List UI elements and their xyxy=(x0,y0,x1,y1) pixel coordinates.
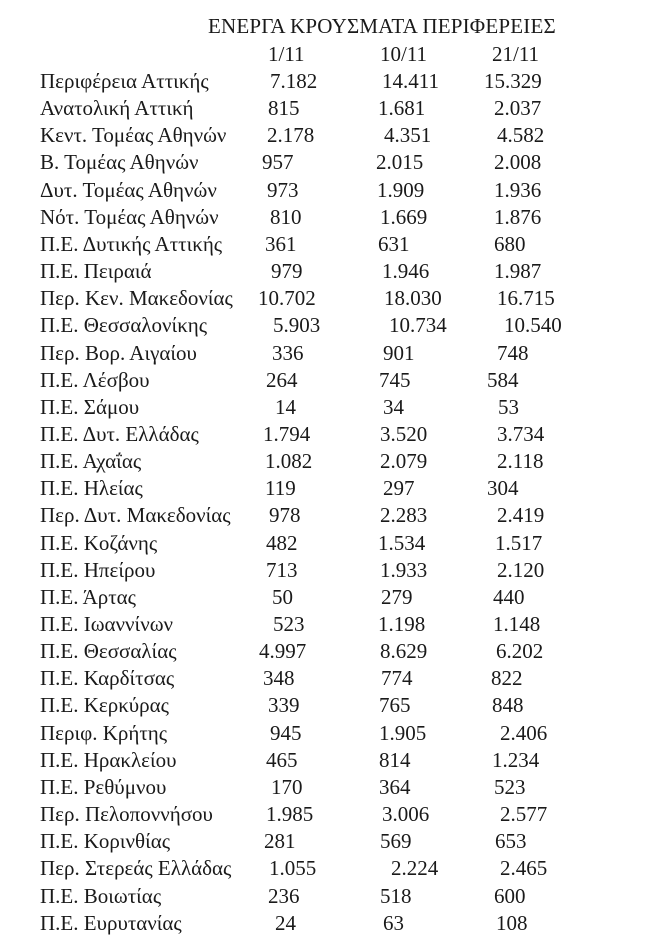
case-count-1: 1.055 xyxy=(269,856,317,881)
region-name: Π.Ε. Πειραιά xyxy=(40,259,152,284)
case-count-1: 264 xyxy=(266,367,298,392)
case-count-3: 440 xyxy=(493,584,525,609)
case-count-3: 15.329 xyxy=(484,69,542,93)
case-count-2: 1.534 xyxy=(378,530,426,555)
case-count-2: 279 xyxy=(381,584,413,609)
case-count-1: 482 xyxy=(266,530,298,555)
region-name: Κεντ. Τομέας Αθηνών xyxy=(40,123,227,148)
case-count-3: 1.148 xyxy=(493,612,541,636)
region-name: Περιφέρεια Αττικής xyxy=(40,69,209,93)
case-count-1: 978 xyxy=(269,503,301,528)
column-header-date-1: 1/11 xyxy=(268,42,305,66)
region-name: Π.Ε. Ιωαννίνων xyxy=(40,612,174,636)
case-count-1: 281 xyxy=(264,829,296,854)
region-name: Π.Ε. Δυτικής Αττικής xyxy=(40,231,223,256)
case-count-2: 569 xyxy=(380,829,412,854)
case-count-2: 3.520 xyxy=(380,421,428,446)
region-name: Π.Ε. Αχαΐας xyxy=(40,449,142,474)
region-name: Νότ. Τομέας Αθηνών xyxy=(40,204,219,229)
region-name: Π.Ε. Κορινθίας xyxy=(40,829,171,854)
case-count-3: 2.406 xyxy=(500,720,548,745)
case-count-2: 631 xyxy=(378,231,410,256)
case-count-2: 774 xyxy=(381,666,413,691)
case-count-1: 1.082 xyxy=(265,449,313,474)
case-count-3: 4.582 xyxy=(497,123,545,148)
case-count-2: 10.734 xyxy=(389,313,447,338)
table-row xyxy=(0,801,650,828)
table-row xyxy=(0,530,650,557)
case-count-2: 2.283 xyxy=(380,503,428,528)
case-count-1: 523 xyxy=(273,612,305,636)
case-count-2: 1.198 xyxy=(378,612,426,636)
case-count-2: 364 xyxy=(379,774,411,799)
region-name: Π.Ε. Ηλείας xyxy=(40,476,143,501)
case-count-1: 170 xyxy=(271,774,303,799)
column-header-date-2: 10/11 xyxy=(380,42,428,66)
case-count-2: 1.905 xyxy=(379,720,427,745)
table-row xyxy=(0,312,650,339)
case-count-1: 957 xyxy=(262,150,294,175)
region-name: Π.Ε. Ρεθύμνου xyxy=(40,774,167,799)
case-count-1: 815 xyxy=(268,96,300,121)
case-count-2: 3.006 xyxy=(382,802,430,827)
region-name: Περ. Στερεάς Ελλάδας xyxy=(40,856,232,881)
region-name: Περ. Βορ. Αιγαίου xyxy=(40,340,197,365)
case-count-1: 5.903 xyxy=(273,313,321,338)
table-row xyxy=(0,883,650,910)
case-count-3: 600 xyxy=(494,883,526,908)
case-count-1: 7.182 xyxy=(270,69,318,93)
table-row xyxy=(0,231,650,258)
case-count-1: 24 xyxy=(275,910,296,935)
case-count-3: 2.118 xyxy=(497,449,544,474)
region-name: Π.Ε. Θεσσαλονίκης xyxy=(40,313,208,338)
region-name: Περ. Δυτ. Μακεδονίας xyxy=(40,503,231,528)
case-count-3: 108 xyxy=(496,910,528,935)
table-row xyxy=(0,720,650,747)
table-row xyxy=(0,828,650,855)
table-row xyxy=(0,910,650,937)
case-count-1: 973 xyxy=(267,177,299,202)
region-name: Ανατολική Αττική xyxy=(40,96,194,121)
case-count-3: 584 xyxy=(487,367,519,392)
case-count-3: 1.876 xyxy=(494,204,542,229)
case-count-1: 4.997 xyxy=(259,639,307,664)
case-count-1: 465 xyxy=(266,747,298,772)
case-count-1: 2.178 xyxy=(267,123,315,148)
case-count-3: 822 xyxy=(491,666,523,691)
case-count-1: 1.794 xyxy=(263,421,311,446)
case-count-1: 979 xyxy=(271,259,303,284)
table-row xyxy=(0,340,650,367)
region-name: Περιφ. Κρήτης xyxy=(40,720,168,745)
case-count-2: 1.933 xyxy=(380,557,428,582)
case-count-3: 748 xyxy=(497,340,529,365)
case-count-3: 2.120 xyxy=(497,557,545,582)
table-row xyxy=(0,394,650,421)
case-count-1: 119 xyxy=(265,476,296,501)
case-count-1: 361 xyxy=(265,231,297,256)
case-count-3: 523 xyxy=(494,774,526,799)
region-name: Π.Ε. Σάμου xyxy=(40,394,140,419)
case-count-1: 236 xyxy=(268,883,300,908)
table-row xyxy=(0,502,650,529)
case-count-2: 2.015 xyxy=(376,150,424,175)
region-name: Π.Ε. Βοιωτίας xyxy=(40,883,162,908)
case-count-3: 10.540 xyxy=(504,313,562,338)
region-name: Περ. Κεν. Μακεδονίας xyxy=(40,286,233,311)
table-row xyxy=(0,475,650,502)
case-count-2: 297 xyxy=(383,476,415,501)
case-count-2: 2.079 xyxy=(380,449,428,474)
case-count-3: 1.517 xyxy=(495,530,543,555)
case-count-3: 16.715 xyxy=(497,286,555,311)
case-count-3: 2.419 xyxy=(497,503,545,528)
case-count-2: 765 xyxy=(379,693,411,718)
table-row xyxy=(0,68,650,95)
table-row xyxy=(0,774,650,801)
table-row xyxy=(0,367,650,394)
region-name: Περ. Πελοποννήσου xyxy=(40,802,213,827)
case-count-2: 14.411 xyxy=(382,69,439,93)
case-count-2: 8.629 xyxy=(380,639,428,664)
case-count-1: 348 xyxy=(263,666,295,691)
case-count-3: 2.465 xyxy=(500,856,548,881)
case-count-2: 1.669 xyxy=(380,204,428,229)
table-row xyxy=(0,855,650,882)
case-count-2: 1.681 xyxy=(378,96,426,121)
case-count-3: 1.234 xyxy=(492,747,540,772)
case-count-3: 680 xyxy=(494,231,526,256)
table-row xyxy=(0,122,650,149)
region-name: Π.Ε. Ευρυτανίας xyxy=(40,910,182,935)
case-count-2: 814 xyxy=(379,747,411,772)
region-name: Π.Ε. Καρδίτσας xyxy=(40,666,175,691)
table-row xyxy=(0,285,650,312)
case-count-1: 945 xyxy=(270,720,302,745)
table-row xyxy=(0,448,650,475)
region-name: Π.Ε. Ηπείρου xyxy=(40,557,156,582)
region-name: Δυτ. Τομέας Αθηνών xyxy=(40,177,217,202)
table-row xyxy=(0,95,650,122)
region-name: Π.Ε. Ηρακλείου xyxy=(40,747,177,772)
case-count-3: 653 xyxy=(495,829,527,854)
region-name: Β. Τομέας Αθηνών xyxy=(40,150,199,175)
table-row xyxy=(0,177,650,204)
case-count-3: 1.987 xyxy=(494,259,542,284)
case-count-2: 745 xyxy=(379,367,411,392)
case-count-1: 10.702 xyxy=(258,286,316,311)
page-title: ΕΝΕΡΓΑ ΚΡΟΥΣΜΑΤΑ ΠΕΡΙΦΕΡΕΙΕΣ xyxy=(208,14,556,38)
case-count-3: 3.734 xyxy=(497,421,545,446)
case-count-3: 2.008 xyxy=(494,150,542,175)
table-row xyxy=(0,557,650,584)
case-count-2: 2.224 xyxy=(391,856,439,881)
table-row xyxy=(0,611,650,638)
case-count-1: 1.985 xyxy=(266,802,314,827)
table-row xyxy=(0,421,650,448)
case-count-3: 2.037 xyxy=(494,96,542,121)
case-count-2: 18.030 xyxy=(384,286,442,311)
case-count-2: 34 xyxy=(383,394,404,419)
region-name: Π.Ε. Θεσσαλίας xyxy=(40,639,177,664)
table-row xyxy=(0,665,650,692)
case-count-3: 6.202 xyxy=(496,639,544,664)
case-count-1: 810 xyxy=(270,204,302,229)
case-count-1: 339 xyxy=(268,693,300,718)
region-name: Π.Ε. Κερκύρας xyxy=(40,693,169,718)
region-name: Π.Ε. Δυτ. Ελλάδας xyxy=(40,421,199,446)
table-row xyxy=(0,747,650,774)
case-count-1: 14 xyxy=(275,394,296,419)
case-count-3: 53 xyxy=(498,394,519,419)
case-count-2: 4.351 xyxy=(384,123,432,148)
table-row xyxy=(0,258,650,285)
table-row xyxy=(0,638,650,665)
case-count-2: 1.946 xyxy=(382,259,430,284)
case-count-3: 2.577 xyxy=(500,802,548,827)
case-count-2: 901 xyxy=(383,340,415,365)
table-row xyxy=(0,692,650,719)
case-count-3: 848 xyxy=(492,693,524,718)
case-count-1: 713 xyxy=(266,557,298,582)
table-row xyxy=(0,584,650,611)
case-count-3: 304 xyxy=(487,476,519,501)
region-name: Π.Ε. Άρτας xyxy=(40,584,136,609)
case-count-1: 336 xyxy=(272,340,304,365)
case-count-2: 518 xyxy=(380,883,412,908)
table-row xyxy=(0,149,650,176)
column-header-date-3: 21/11 xyxy=(492,42,540,66)
case-count-2: 1.909 xyxy=(377,177,425,202)
case-count-2: 63 xyxy=(383,910,404,935)
table-row xyxy=(0,204,650,231)
case-count-1: 50 xyxy=(272,584,293,609)
region-name: Π.Ε. Λέσβου xyxy=(40,367,150,392)
region-name: Π.Ε. Κοζάνης xyxy=(40,530,158,555)
case-count-3: 1.936 xyxy=(494,177,542,202)
